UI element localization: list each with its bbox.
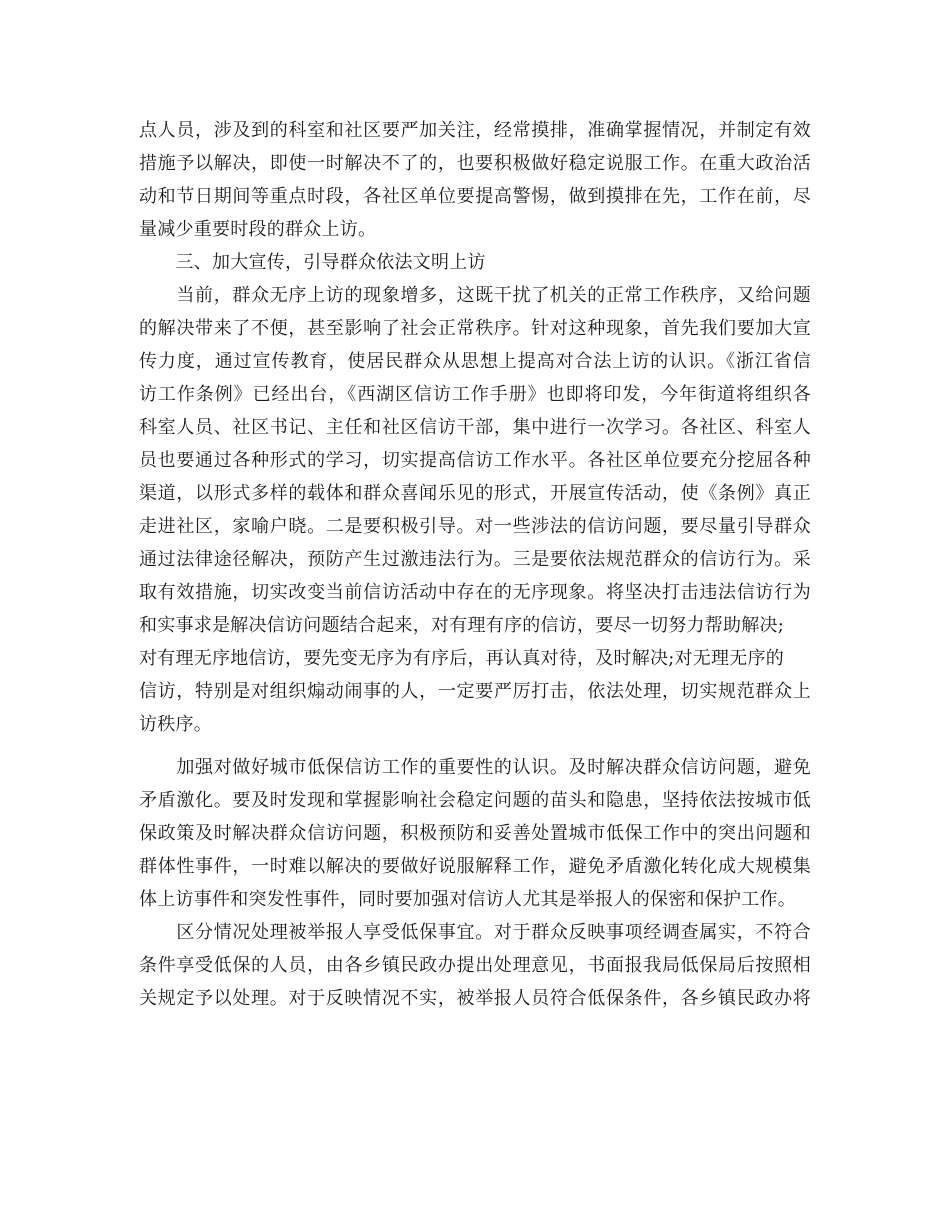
text-line: 传力度，通过宣传教育，使居民群众从思想上提高对合法上访的认识。《浙江省信 [139, 351, 811, 372]
text-line: 矛盾激化。要及时发现和掌握影响社会稳定问题的苗头和隐患，坚持依法按城市低 [139, 790, 811, 811]
text-line: 走进社区，家喻户晓。二是要积极引导。对一些涉法的信访问题，要尽量引导群众 [139, 516, 811, 537]
text-line: 体上访事件和突发性事件，同时要加强对信访人尤其是举报人的保密和保护工作。 [139, 889, 796, 910]
text-line: 对有理无序地信访，要先变无序为有序后，再认真对待，及时解决;对无理无序的 [139, 648, 785, 669]
text-line: 员也要通过各种形式的学习，切实提高信访工作水平。各社区单位要充分挖屈各种 [139, 450, 811, 471]
text-line: 量减少重要时段的群众上访。 [139, 219, 377, 240]
text-line: 访工作条例》已经出台，《西湖区信访工作手册》也即将印发，今年街道将组织各 [139, 384, 811, 405]
text-line: 群体性事件，一时难以解决的要做好说服解释工作，避免矛盾激化转化成大规模集 [139, 856, 811, 877]
paragraph-gap [139, 741, 811, 751]
text-line: 信访，特别是对组织煽动闹事的人，一定要严厉打击，依法处理，切实规范群众上 [139, 681, 811, 702]
text-line: 取有效措施，切实改变当前信访活动中存在的无序现象。将坚决打击违法信访行为 [139, 582, 811, 603]
text-line: 点人员，涉及到的科室和社区要严加关注，经常摸排，准确掌握情况，并制定有效 [139, 120, 811, 141]
section-heading: 三、加大宣传，引导群众依法文明上访 [139, 252, 486, 273]
text-line: 的解决带来了不便，甚至影响了社会正常秩序。针对这种现象，首先我们要加大宣 [139, 318, 811, 339]
text-line: 加强对做好城市低保信访工作的重要性的认识。及时解决群众信访问题，避免 [139, 757, 811, 778]
text-line: 访秩序。 [139, 714, 212, 735]
text-line: 通过法律途径解决，预防产生过激违法行为。三是要依法规范群众的信访行为。采 [139, 549, 811, 570]
text-line: 区分情况处理被举报人享受低保事宜。对于群众反映事项经调查属实，不符合 [139, 922, 811, 943]
document-page [139, 114, 811, 1015]
text-line: 当前，群众无序上访的现象增多，这既干扰了机关的正常工作秩序，又给问题 [139, 285, 811, 306]
text-line: 保政策及时解决群众信访问题，积极预防和妥善处置城市低保工作中的突出问题和 [139, 823, 811, 844]
text-line: 渠道，以形式多样的载体和群众喜闻乐见的形式，开展宣传活动，使《条例》真正 [139, 483, 811, 504]
text-line: 关规定予以处理。对于反映情况不实，被举报人员符合低保条件，各乡镇民政办将 [139, 988, 811, 1009]
text-line: 条件享受低保的人员，由各乡镇民政办提出处理意见，书面报我局低保局后按照相 [139, 955, 811, 976]
text-line: 科室人员、社区书记、主任和社区信访干部，集中进行一次学习。各社区、科室人 [139, 417, 811, 438]
text-line: 动和节日期间等重点时段，各社区单位要提高警惕，做到摸排在先，工作在前，尽 [139, 186, 811, 207]
text-line: 和实事求是解决信访问题结合起来，对有理有序的信访，要尽一切努力帮助解决; [139, 615, 785, 636]
text-line: 措施予以解决，即使一时解决不了的，也要积极做好稳定说服工作。在重大政治活 [139, 153, 811, 174]
